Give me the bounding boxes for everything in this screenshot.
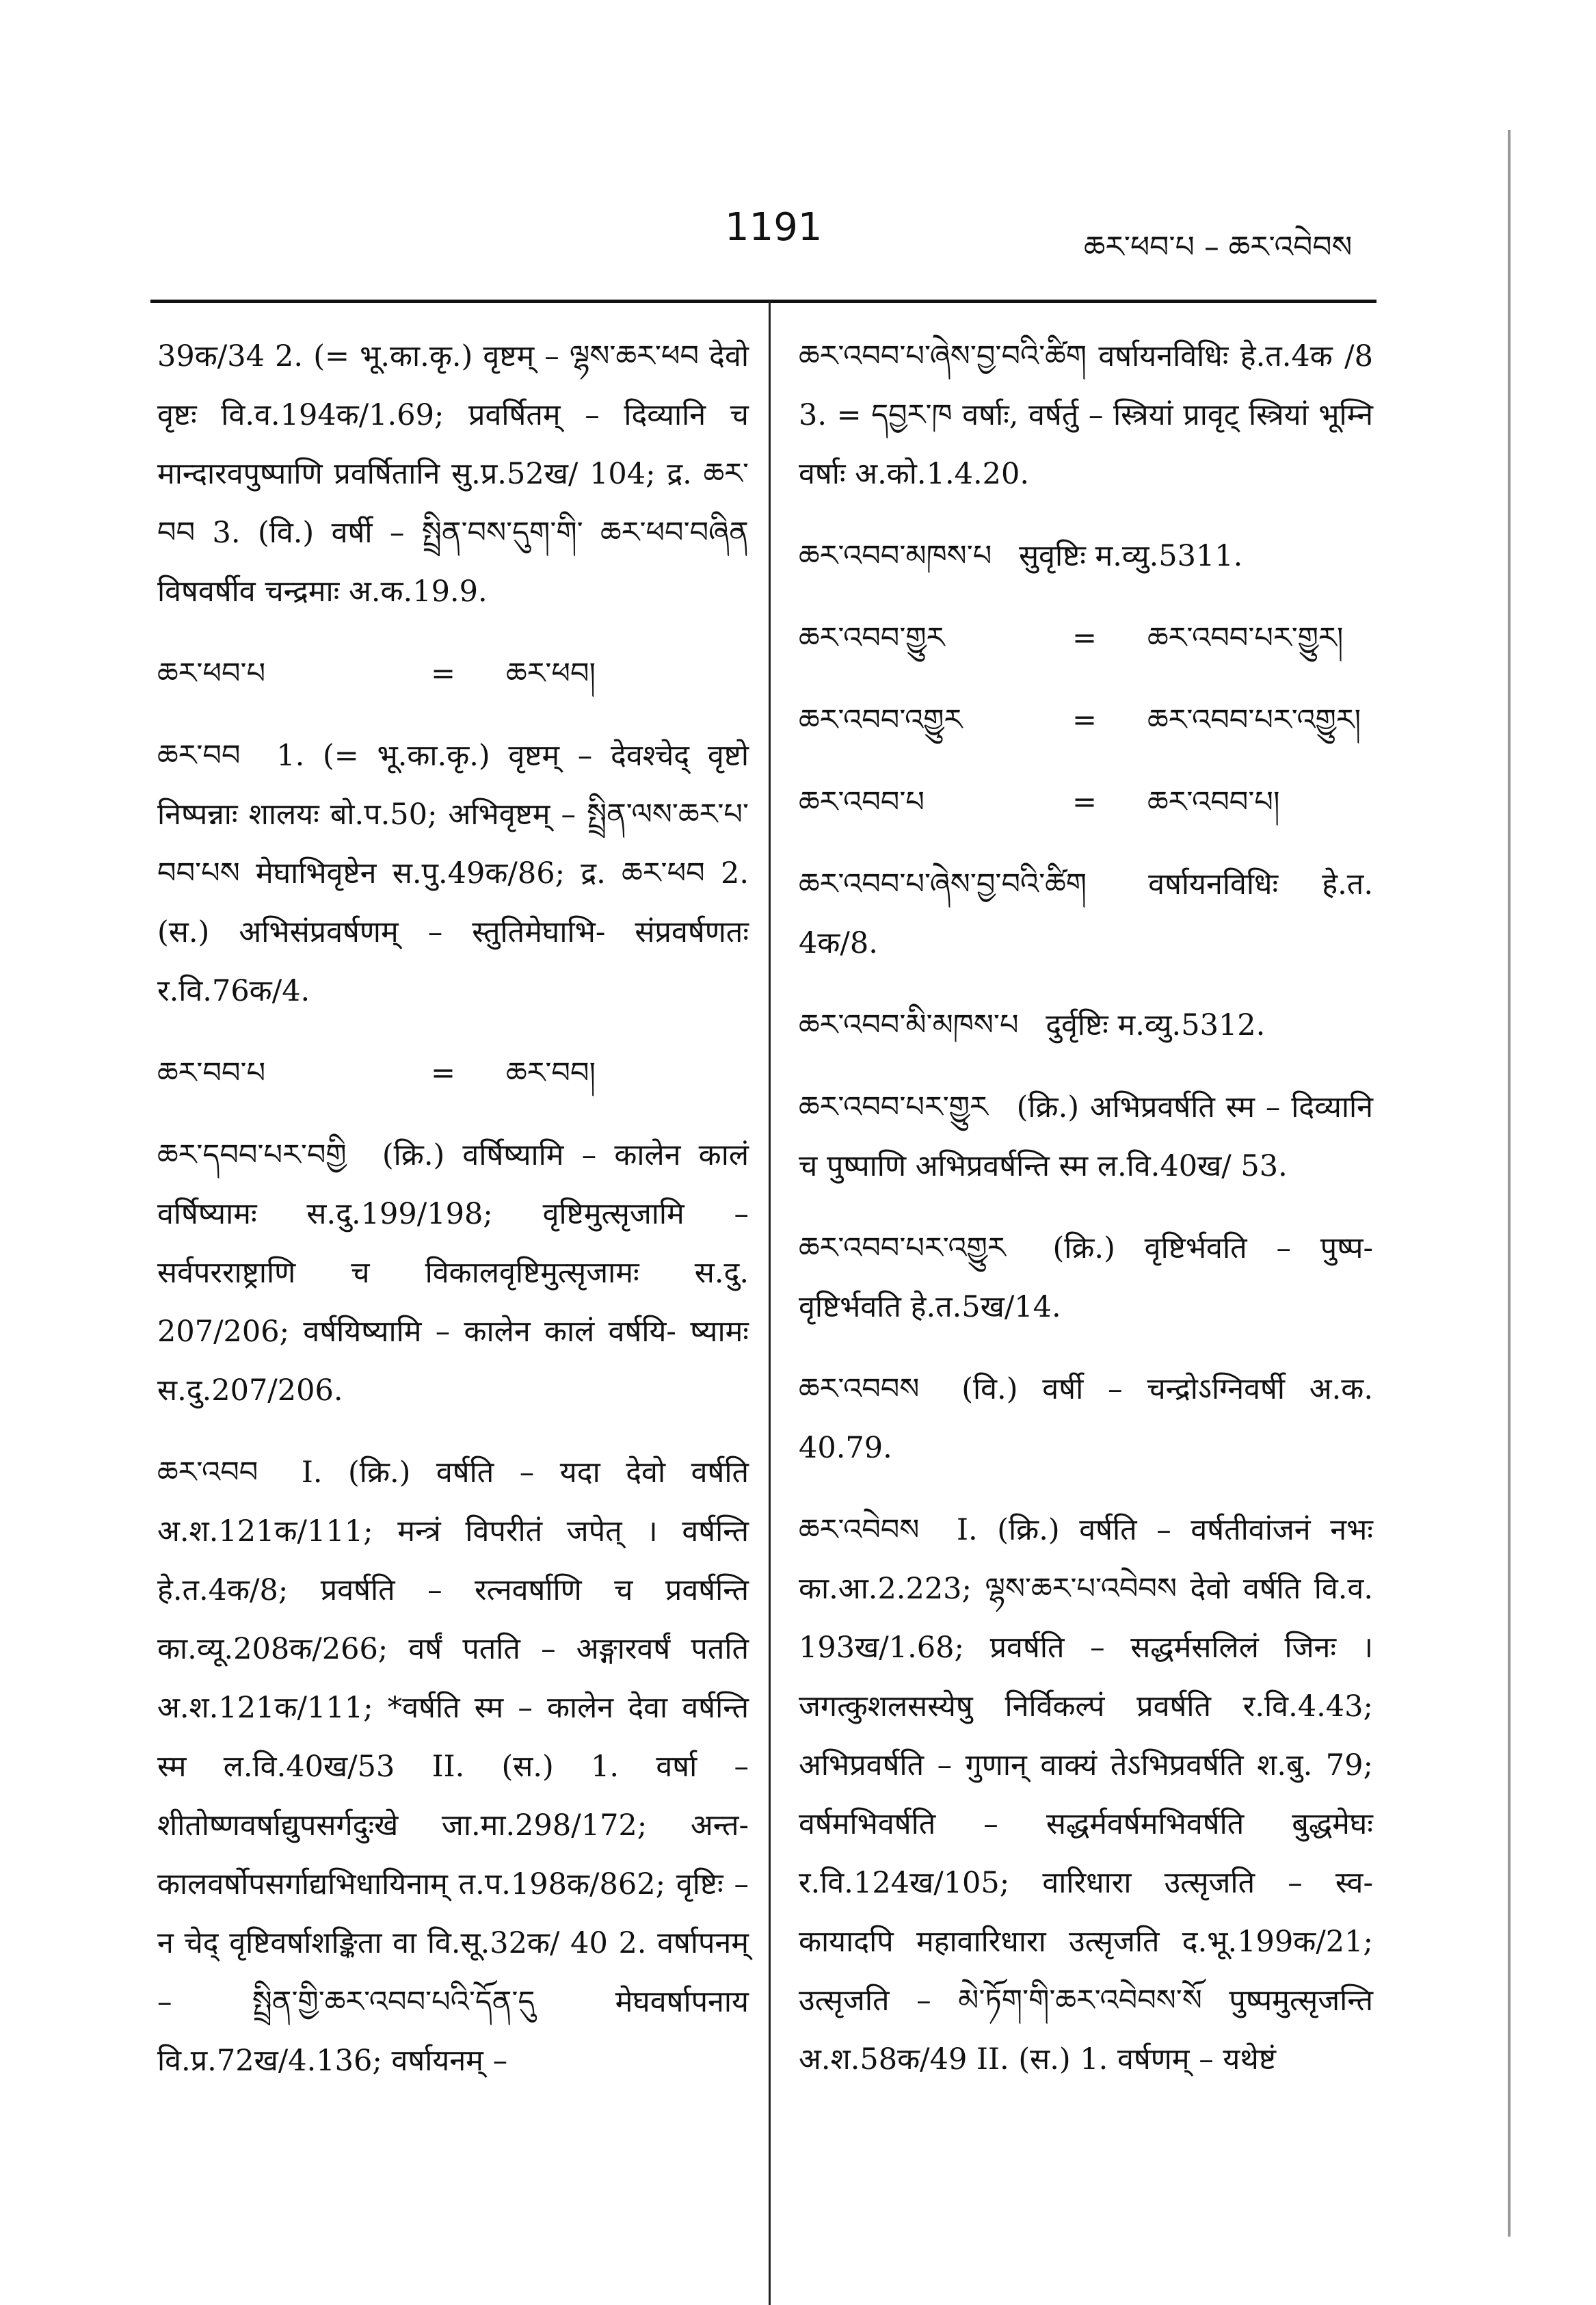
entry-headword: ཆར་བབ <box>157 739 241 773</box>
entry-headword: ཆར་དབབ་པར་བགྱི <box>157 1138 347 1172</box>
entry-headword: ཆར་འབབ <box>157 1456 258 1490</box>
equals-sign: = <box>1072 785 1098 819</box>
entry-headword: ཆར་འབབ་པར་འགྱུར <box>799 1231 1006 1265</box>
dictionary-entry <box>157 1443 749 2090</box>
entry-headword: ཆར་འབབ་མཁས་པ <box>799 539 992 573</box>
entry-text: 39क/34 2. (= भू.का.कृ.) वृष्टम् – ལྷས་ཆར་ཕབ देवो वृष्टः वि.व.194क/1.69; प्रवर्षितम् – दिव्यानि च मान्दारवपुष्पाणि प्रवर्षितानि सु.प्र.52ख/ 104; द्र. ཆར་བབ 3. (वि.) वर्षी – སྤྲིན་བས་དུག་གི་ ཆར་ཕབ་བཞིན विषवर्षीव चन्द्रमाः अ.क.19.9. <box>157 339 749 609</box>
entry-text: वर्षायनविधिः हे.त. 4क/8. <box>799 867 1373 960</box>
equals-sign: = <box>1072 703 1098 737</box>
dictionary-entry <box>157 1044 749 1103</box>
equals-sign: = <box>431 657 456 691</box>
entry-text: 1. (= भू.का.कृ.) वृष्टम् – देवश्चेद् वृष्टो निष्पन्नाः शालयः बो.प.50; अभिवृष्टम् – སྤྲིན་ལས་ཆར་པ་བབ་པས मेघाभिवृष्टेन स.पु.49क/86; द्र. ཆར་ཕབ 2. (स.) अभिसंप्रवर्षणम् – स्तुतिमेघाभि- संप्रवर्षणतः र.वि.76क/4. <box>157 739 749 1008</box>
entry-headword: ཆར་འབབ་པར་གྱུར <box>799 1090 988 1124</box>
entry-text: ཆར་ཕབ། <box>506 657 596 691</box>
entry-headword: ཆར་འབབ་པ <box>799 785 925 819</box>
equals-sign: = <box>431 1056 456 1090</box>
dictionary-entry <box>799 609 1373 668</box>
entry-headword: ཆར་ཕབ་པ <box>157 657 266 691</box>
entry-text: ཆར་འབབ་པར་གྱུར། <box>1147 621 1344 655</box>
right-column <box>799 327 1373 2112</box>
dictionary-entry <box>799 527 1373 585</box>
dictionary-entry <box>799 996 1373 1055</box>
entry-headword: ཆར་བབ་པ <box>157 1056 266 1090</box>
dictionary-entry <box>157 327 749 621</box>
entry-text: (क्रि.) वर्षिष्यामि – कालेन कालं वर्षिष्यामः स.दु.199/198; वृष्टिमुत्सृजामि – सर्वपरराष्ट्राणि च विकालवृष्टिमुत्सृजामः स.दु. 207/206; वर्षयिष्यामि – कालेन कालं वर्षयि- ष्यामः स.दु.207/206. <box>157 1138 749 1408</box>
entry-text: (क्रि.) अभिप्रवर्षति स्म – दिव्यानि च पुष्पाणि अभिप्रवर्षन्ति स्म ल.वि.40ख/ 53. <box>799 1090 1373 1183</box>
entry-text: I. (क्रि.) वर्षति – यदा देवो वर्षति अ.श.121क/111; मन्त्रं विपरीतं जपेत् । वर्षन्ति हे.त.4क/8; प्रवर्षति – रत्नवर्षाणि च प्रवर्षन्ति का.व्यू.208क/266; वर्षं पतति – अङ्गारवर्षं पतति अ.श.121क/111; *वर्षति स्म – कालेन देवा वर्षन्ति स्म ल.वि.40ख/53 II. (स.) 1. वर्षा – शीतोष्णवर्षाद्युपसर्गदुःखे जा.मा.298/172; अन्त- कालवर्षोपसर्गाद्यभिधायिनाम् त.प.198क/862; वृष्टिः – न चेद् वृष्टिवर्षाशङ्किता वा वि.सू.32क/ 40 2. वर्षापनम् – སྤྲིན་གྱི་ཆར་འབབ་པའི་དོན་དུ मेघवर्षापनाय वि.प्र.72ख/4.136; वर्षायनम् – <box>157 1456 749 2078</box>
dictionary-entry <box>799 1360 1373 1477</box>
entry-headword: ཆར་འབེབས <box>799 1513 920 1547</box>
dictionary-entry <box>799 691 1373 750</box>
page-number: 1191 <box>725 205 823 250</box>
entry-headword: ཆར་འབབ་འགྱུར <box>799 703 963 737</box>
dictionary-entry <box>799 855 1373 973</box>
entry-text: सुवृष्टिः म.व्यु.5311. <box>1018 539 1243 573</box>
scan-edge-mark <box>1508 130 1511 2237</box>
dictionary-entry <box>799 1219 1373 1336</box>
equals-sign: = <box>1072 621 1098 655</box>
entry-headword: ཆར་འབབ་གྱུར <box>799 621 945 655</box>
dictionary-entry <box>799 1078 1373 1196</box>
entry-text: ཆར་འབབ་པ་ཞེས་བྱ་བའི་ཚིག वर्षायनविधिः हे.त.4क /8 3. = དབྱར་ཁ वर्षाः, वर्षर्तु – स्त्रियां प्रावृट् स्त्रियां भूम्नि वर्षाः अ.को.1.4.20. <box>799 339 1373 491</box>
left-column <box>157 327 749 2113</box>
dictionary-entry <box>157 1126 749 1420</box>
dictionary-entry <box>799 327 1373 503</box>
dictionary-entry <box>799 1501 1373 2089</box>
entry-headword: ཆར་འབབ་མི་མཁས་པ <box>799 1008 1019 1042</box>
dictionary-entry <box>157 644 749 703</box>
column-divider <box>769 301 771 2305</box>
entry-text: I. (क्रि.) वर्षति – वर्षतीवांजनं नभः का.आ.2.223; ལྷས་ཆར་པ་འབེབས देवो वर्षति वि.व. 193ख/1.68; प्रवर्षति – सद्धर्मसलिलं जिनः । जगत्कुशलसस्येषु निर्विकल्पं प्रवर्षति र.वि.4.43; अभिप्रवर्षति – गुणान् वाक्यं तेऽभिप्रवर्षति श.बु. 79; वर्षमभिवर्षति – सद्धर्मवर्षमभिवर्षति बुद्धमेघः र.वि.124ख/105; वारिधारा उत्सृजति – स्व- कायादपि महावारिधारा उत्सृजति द.भू.199क/21; उत्सृजति – མེ་ཏོག་གི་ཆར་འབེབས་སོ पुष्पमुत्सृजन्ति अ.श.58क/49 II. (स.) 1. वर्षणम् – यथेष्टं <box>799 1513 1373 2077</box>
entry-text: (क्रि.) वृष्टिर्भवति – पुष्प- वृष्टिर्भवति हे.त.5ख/14. <box>799 1231 1373 1324</box>
entry-text: (वि.) वर्षी – चन्द्रोऽग्निवर्षी अ.क. 40.79. <box>799 1372 1373 1465</box>
running-head: ཆར་ཕབ་པ – ཆར་འབེབས <box>1084 230 1353 265</box>
entry-text: ཆར་བབ། <box>506 1056 596 1090</box>
dictionary-entry <box>799 773 1373 832</box>
header-rule <box>150 300 1376 303</box>
entry-text: दुर्वृष्टिः म.व्यु.5312. <box>1046 1008 1266 1042</box>
entry-text: ཆར་འབབ་པར་འགྱུར། <box>1147 703 1361 737</box>
entry-text: ཆར་འབབ་པ། <box>1147 785 1280 819</box>
entry-headword: ཆར་འབབ་པ་ཞེས་བྱ་བའི་ཚིག <box>799 867 1087 901</box>
dictionary-entry <box>157 726 749 1020</box>
entry-headword: ཆར་འབབས <box>799 1372 920 1406</box>
